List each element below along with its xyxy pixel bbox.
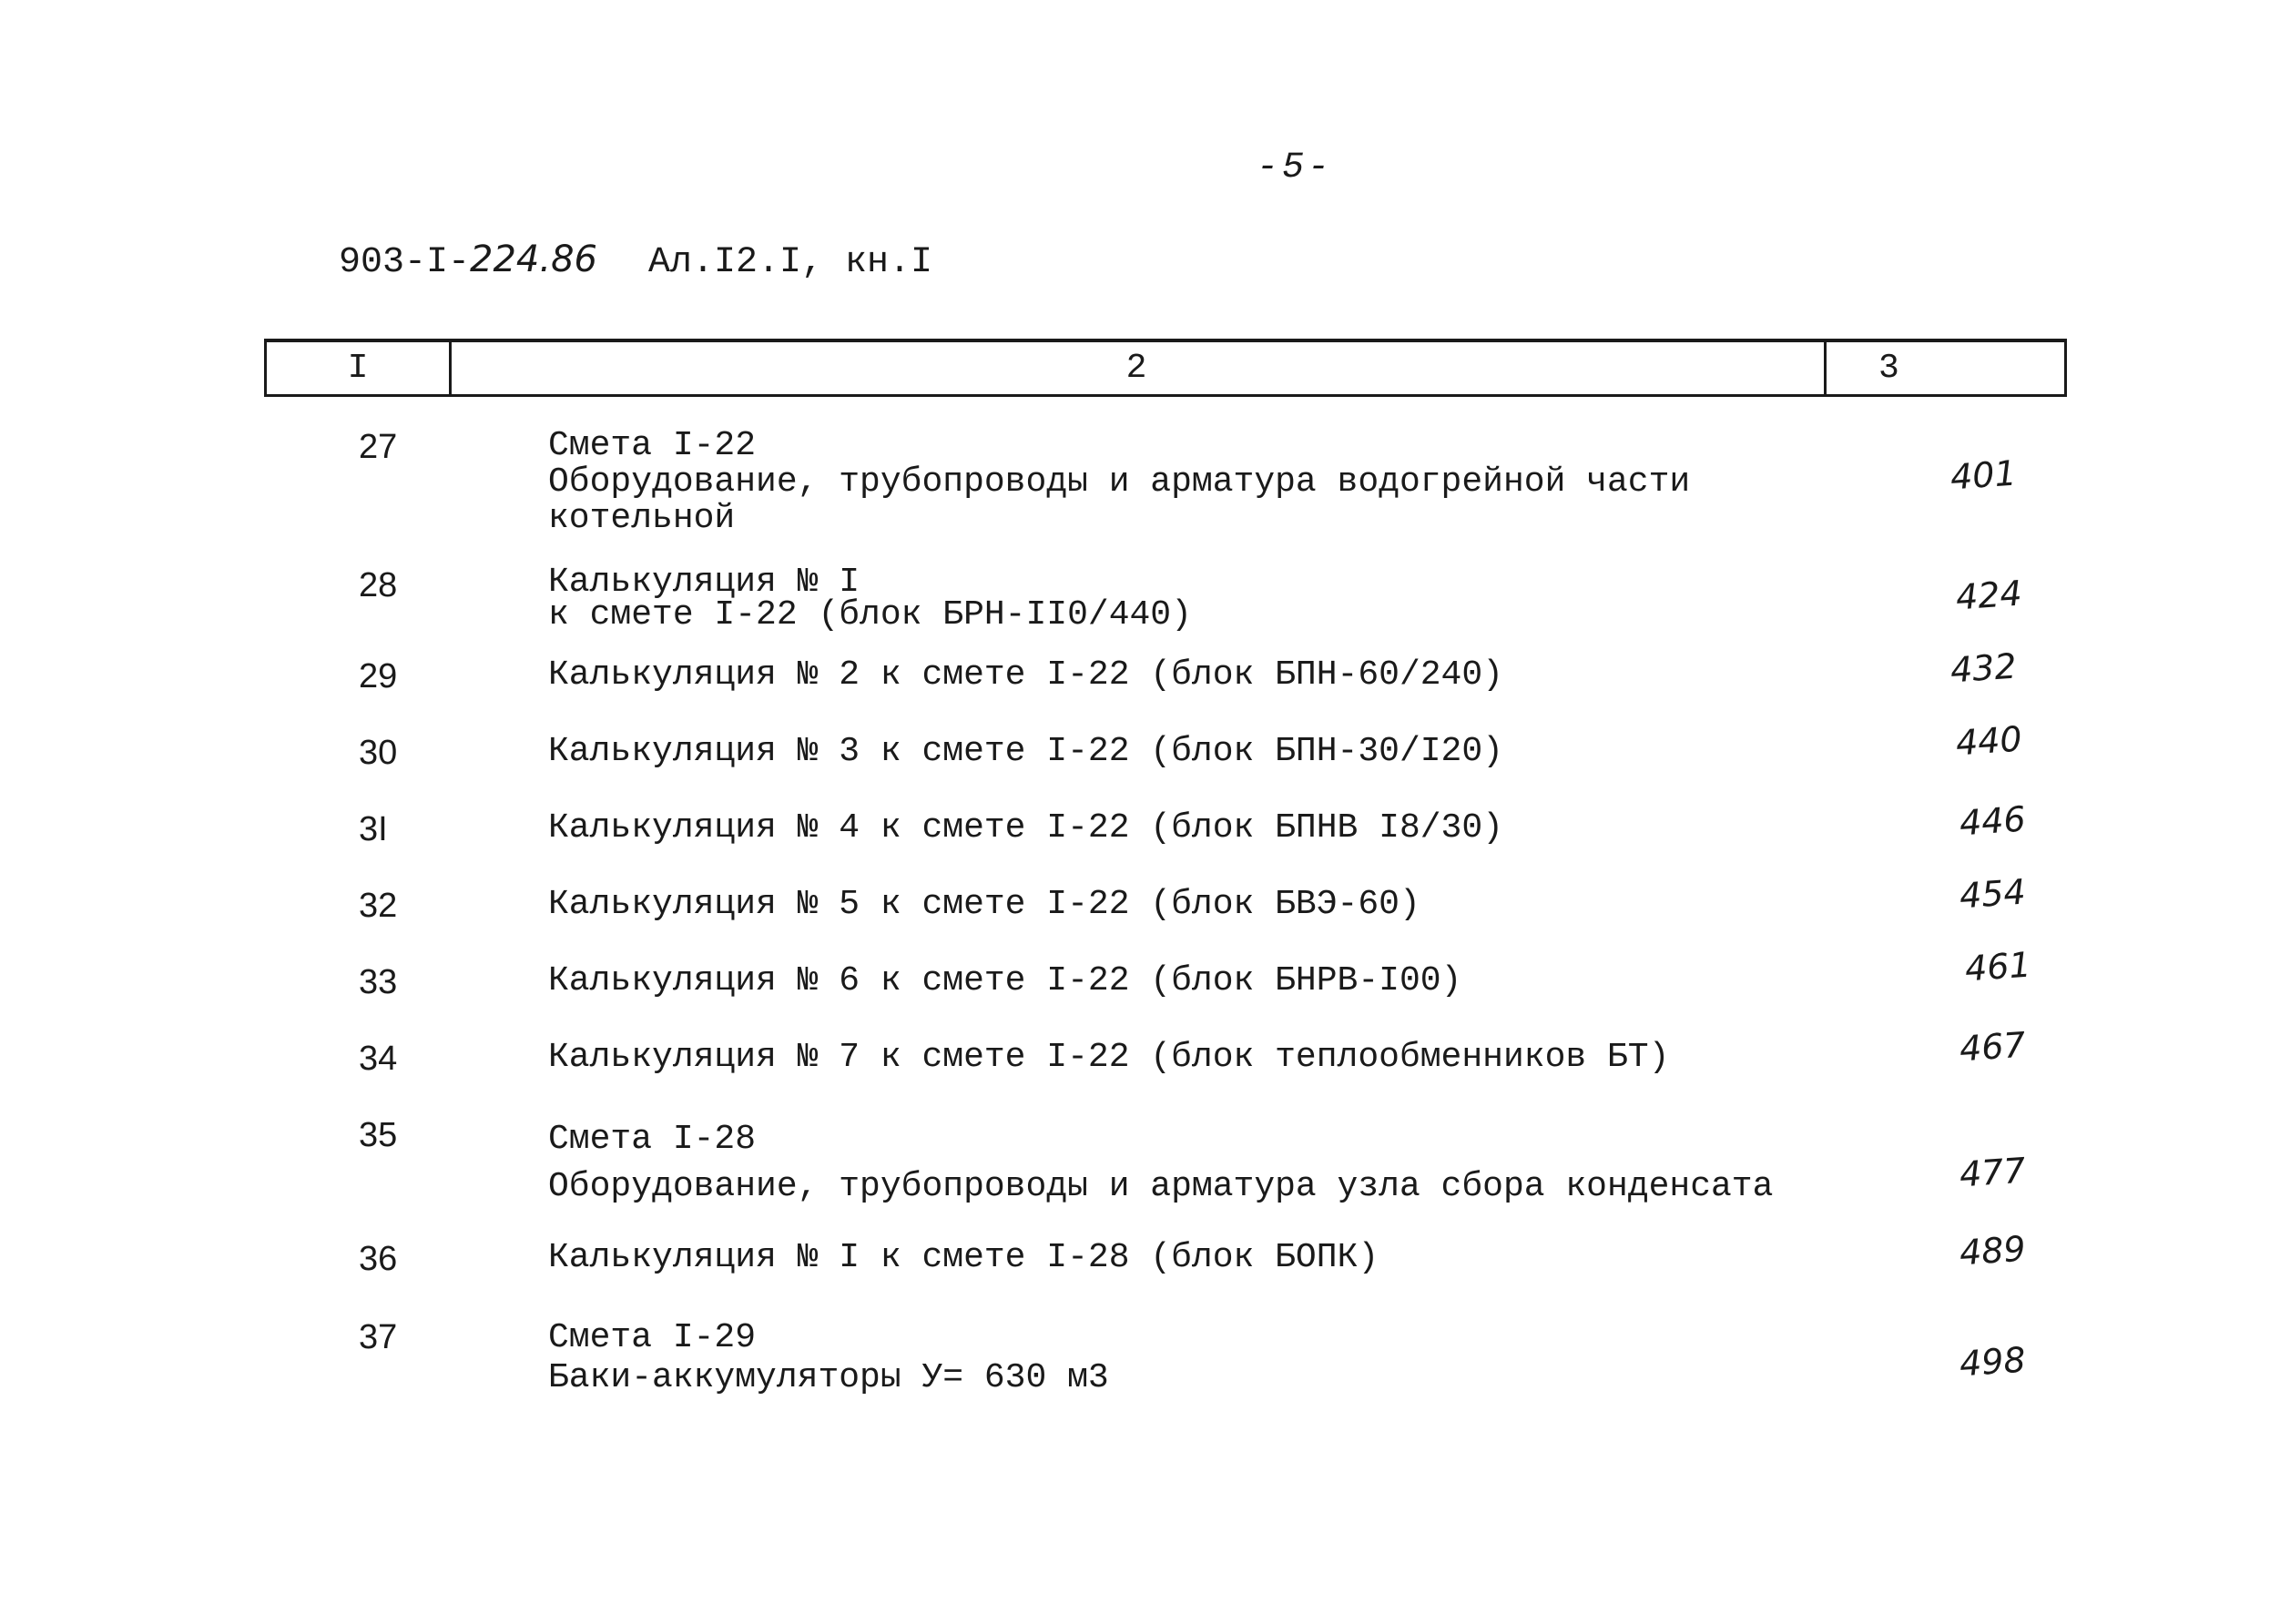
row-page: 432: [1949, 645, 2018, 691]
row-description: Смета I-22 Оборудование, трубопроводы и арматура водогрейной части котельной: [548, 426, 1691, 538]
row-number: 32: [359, 887, 398, 925]
row-page: 424: [1954, 573, 2023, 618]
row-number: 36: [359, 1240, 398, 1278]
row-description: Калькуляция № 4 к смете I-22 (блок БПНВ I8/30): [548, 808, 1503, 848]
column-header-2: 2: [449, 342, 1827, 394]
row-number: 30: [359, 734, 398, 772]
row-page: 489: [1958, 1228, 2027, 1274]
row-page: 440: [1954, 718, 2023, 764]
album-reference: Ал.I2.I, кн.I: [648, 242, 933, 283]
row-description: Калькуляция № 2 к смете I-22 (блок БПН-60/240): [548, 655, 1503, 695]
row-number: 28: [359, 566, 398, 604]
row-number: 3I: [359, 810, 388, 848]
row-page: 477: [1958, 1150, 2027, 1195]
row-number: 35: [359, 1116, 398, 1154]
row-page: 401: [1949, 452, 2018, 498]
row-number: 29: [359, 657, 398, 695]
row-description: Смета I-28 Оборудование, трубопроводы и арматура узла сбора конденсата: [548, 1120, 1774, 1206]
row-page: 467: [1958, 1024, 2027, 1070]
row-description: Калькуляция № 6 к смете I-22 (блок БНРВ-I00): [548, 961, 1462, 1000]
row-number: 27: [359, 428, 398, 466]
row-page: 454: [1958, 871, 2027, 917]
row-page: 461: [1963, 944, 2032, 990]
row-page: 498: [1958, 1339, 2027, 1385]
row-page: 446: [1958, 798, 2027, 844]
row-number: 33: [359, 963, 398, 1001]
row-description: Калькуляция № 5 к смете I-22 (блок БВЭ-60): [548, 885, 1420, 924]
column-header-3: 3: [1878, 349, 1899, 388]
row-number: 34: [359, 1040, 398, 1078]
document-code: [339, 239, 932, 283]
doc-code-prefix: 903-I-: [339, 242, 471, 283]
column-header-1: I: [267, 342, 452, 394]
row-number: 37: [359, 1318, 398, 1356]
row-description: Калькуляция № I к смете I-28 (блок БОПК): [548, 1238, 1379, 1277]
row-description: Смета I-29 Баки-аккумуляторы У= 630 м3: [548, 1318, 1109, 1397]
row-description: Калькуляция № I к смете I-22 (блок БРН-II0/440): [548, 563, 1192, 634]
doc-code-handwritten: 224.86: [470, 239, 597, 280]
page-number: -5-: [1257, 147, 1334, 188]
table-header: [264, 339, 2067, 397]
row-description: Калькуляция № 7 к смете I-22 (блок теплообменников БТ): [548, 1038, 1670, 1077]
row-description: Калькуляция № 3 к смете I-22 (блок БПН-30/I20): [548, 732, 1503, 771]
